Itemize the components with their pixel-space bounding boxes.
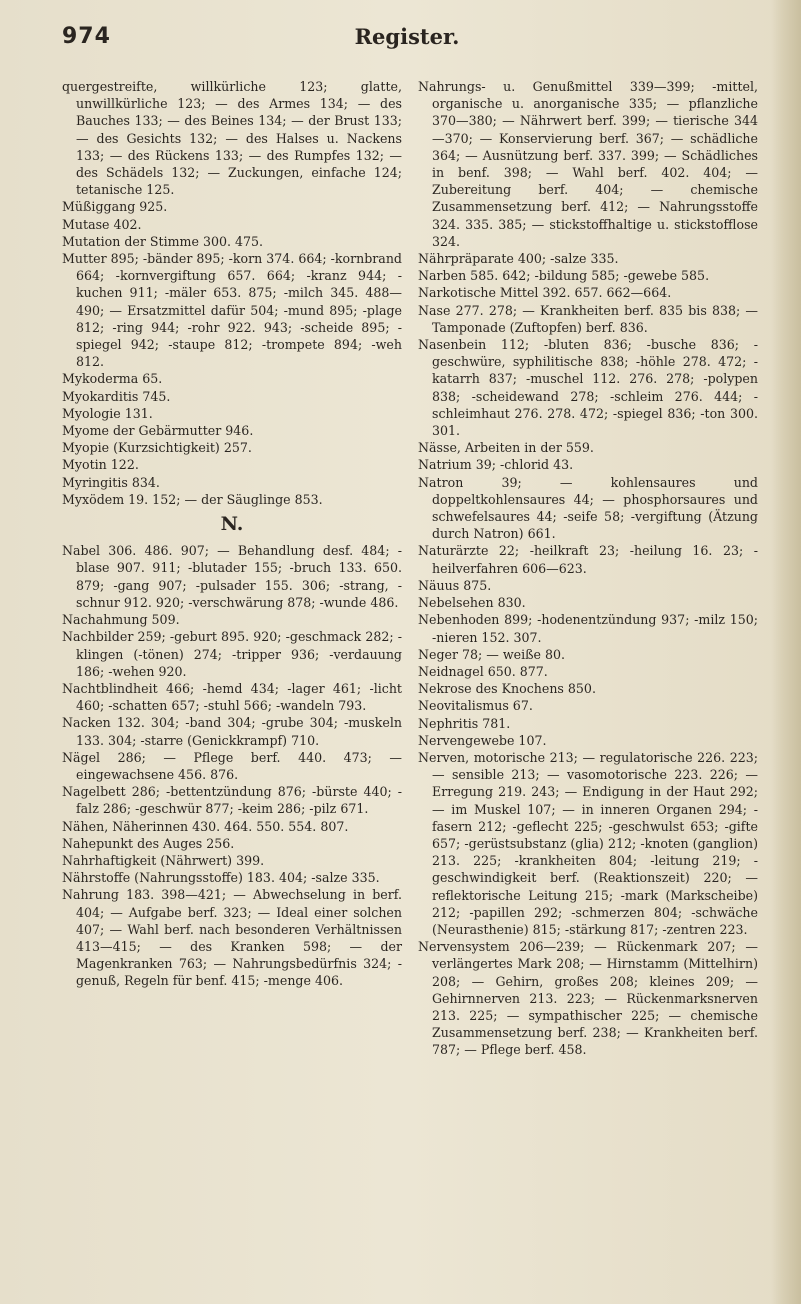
index-entry: Myopie (Kurzsichtigkeit) 257. <box>62 440 252 456</box>
index-entry: Myringitis 834. <box>62 474 160 490</box>
index-entry: Nahrung 183. 398—421; — Abwechselung in berf. 404; — Aufgabe berf. 323; — Ideal einer solchen 407; — Wahl berf. nach besonderen Verhältnissen 413—415; — des Kranken 598; — der Magenkranken 763; — Nahrungsbedürfnis 324; -genuß, Regeln für benf. 415; -menge 406. <box>62 887 402 989</box>
index-entry: Nähen, Näherinnen 430. 464. 550. 554. 807. <box>62 818 349 834</box>
index-entry: Nervengewebe 107. <box>418 732 547 748</box>
index-entry: Nerven, motorische 213; — regulatorische 226. 223; — sensible 213; — vasomotorische 223. 226; — Erregung 219. 243; — Endigung in der Haut 292; — im Muskel 107; — in inneren Organen 294; -fasern 212; -geflecht 225; -geschwulst 653; -gifte 657; -gerüstsubstanz (glia) 212; -knoten (ganglion) 213. 225; -krankheiten 804; -leitung 219; -geschwindigkeit berf. (Reaktionszeit) 220; — reflektorische Leitung 215; -mark (Markscheibe) 212; -papillen 292; -schmerzen 804; -schwäche (Neurasthenie) 815; -stärkung 817; -zentren 223. <box>418 749 758 937</box>
index-entry: Nabel 306. 486. 907; — Behandlung desf. 484; -blase 907. 911; -blutader 155; -bruch 133. 650. 879; -gang 907; -pulsader 155. 306; -strang, -schnur 912. 920; -verschwärung 878; -wunde 486. <box>62 543 402 610</box>
index-entry: Nase 277. 278; — Krankheiten berf. 835 bis 838; — Tamponade (Zuftopfen) berf. 836. <box>418 302 758 335</box>
index-entry: Myxödem 19. 152; — der Säuglinge 853. <box>62 491 323 507</box>
entries-m-section <box>62 78 402 508</box>
index-entry: Nekrose des Knochens 850. <box>418 681 596 697</box>
page-edge-shadow <box>771 0 801 1304</box>
index-entry: Nägel 286; — Pflege berf. 440. 473; — eingewachsene 456. 876. <box>62 749 402 782</box>
index-entry: Nährstoffe (Nahrungsstoffe) 183. 404; -salze 335. <box>62 870 380 886</box>
section-letter-n: N. <box>220 513 244 536</box>
index-entry: Mutase 402. <box>62 216 142 232</box>
index-entry: Nagelbett 286; -bettentzündung 876; -bürste 440; -falz 286; -geschwür 877; -keim 286; -pilz 671. <box>62 784 402 817</box>
index-entry: Myotin 122. <box>62 457 139 473</box>
index-entry: Nephritis 781. <box>418 715 511 731</box>
index-entry: Nervensystem 206—239; — Rückenmark 207; — verlängertes Mark 208; — Hirnstamm (Mittelhirn) 208; — Gehirn, großes 208; kleines 209; — Gehirnnerven 213. 223; — Rückenmarksnerven 213. 225; — sympathischer 225; — chemische Zusammensetzung berf. 238; — Krankheiten berf. 787; — Pflege berf. 458. <box>418 939 758 1058</box>
index-entry: Myome der Gebärmutter 946. <box>62 423 254 439</box>
index-entry: Nacken 132. 304; -band 304; -grube 304; -muskeln 133. 304; -starre (Genickkrampf) 710. <box>62 715 402 748</box>
index-entry: Nährpräparate 400; -salze 335. <box>418 251 619 267</box>
index-entry: Mykoderma 65. <box>62 371 163 387</box>
index-entry: Nässe, Arbeiten in der 559. <box>418 440 594 456</box>
index-column-right <box>418 78 758 1059</box>
index-entry: Nahepunkt des Auges 256. <box>62 835 235 851</box>
index-entry: Nachahmung 509. <box>62 612 180 628</box>
index-entry: Nahrhaftigkeit (Nährwert) 399. <box>62 852 265 868</box>
index-entry: Natrium 39; -chlorid 43. <box>418 457 574 473</box>
index-entry: Mutation der Stimme 300. 475. <box>62 233 264 249</box>
index-entry: Neidnagel 650. 877. <box>418 663 548 679</box>
index-entry: Myologie 131. <box>62 405 153 421</box>
index-entry: Nachbilder 259; -geburt 895. 920; -geschmack 282; -klingen (-tönen) 274; -tripper 936; -verdauung 186; -wehen 920. <box>62 629 402 679</box>
index-entry: Nasenbein 112; -bluten 836; -busche 836; -geschwüre, syphilitische 838; -höhle 278. 472; -katarrh 837; -muschel 112. 276. 278; -polypen 838; -scheidewand 278; -schleim 276. 444; -schleimhaut 276. 278. 472; -spiegel 836; -ton 300. 301. <box>418 337 758 439</box>
index-entry: Nachtblindheit 466; -hemd 434; -lager 461; -licht 460; -schatten 657; -stuhl 566; -wandeln 793. <box>62 680 402 714</box>
index-entry: quergestreifte, willkürliche 123; glatte, unwillkürliche 123; — des Armes 134; — des Bauches 133; — des Beines 134; — der Brust 133; — des Gesichts 132; — des Halses u. Nackens 133; — des Rückens 133; — des Rumpfes 132; — des Schädels 132; — Zuckungen, einfache 124; tetanische 125. <box>62 79 402 198</box>
entries-n-continued <box>418 78 758 1059</box>
index-entry: Neovitalismus 67. <box>418 698 533 714</box>
index-entry: Narben 585. 642; -bildung 585; -gewebe 585. <box>418 268 710 284</box>
index-entry: Nebenhoden 899; -hodenentzündung 937; -milz 150; -nieren 152. 307. <box>418 612 758 645</box>
index-entry: Myokarditis 745. <box>62 388 171 404</box>
index-column-left <box>62 78 402 990</box>
index-entry: Naturärzte 22; -heilkraft 23; -heilung 16. 23; -heilverfahren 606—623. <box>418 543 758 576</box>
page-number: 974 <box>62 24 111 49</box>
index-entry: Nebelsehen 830. <box>418 595 526 611</box>
index-entry: Müßiggang 925. <box>62 199 168 215</box>
index-entry: Näuus 875. <box>418 577 492 593</box>
page-header <box>62 20 752 60</box>
index-entry: Nahrungs- u. Genußmittel 339—399; -mittel, organische u. anorganische 335; — pflanzliche 370—380; — Nährwert berf. 399; — tierische 344—370; — Konservierung berf. 367; — schädliche 364; — Ausnützung berf. 337. 399; — Schädliches in benf. 398; — Wahl berf. 402. 404; — Zubereitung berf. 404; — chemische Zusammensetzung berf. 412; — Nahrungsstoffe 324. 335. 385; — stickstoffhaltige u. stickstofflose 324. <box>418 79 758 249</box>
index-entry: Mutter 895; -bänder 895; -korn 374. 664; -kornbrand 664; -kornvergiftung 657. 664; -kranz 944; -kuchen 911; -mäler 653. 875; -milch 345. 488—490; — Ersatzmittel dafür 504; -mund 895; -plage 812; -ring 944; -rohr 922. 943; -scheide 895; -spiegel 942; -staupe 812; -trompete 894; -weh 812. <box>62 251 402 370</box>
running-title: Register. <box>354 24 460 49</box>
index-entry: Narkotische Mittel 392. 657. 662—664. <box>418 285 672 301</box>
entries-n-section <box>62 542 402 989</box>
index-entry: Neger 78; — weiße 80. <box>418 646 566 662</box>
index-entry: Natron 39; — kohlensaures und doppeltkohlensaures 44; — phosphorsaures und schwefelsaures 44; -seife 58; -vergiftung (Ätzung durch Natron) 661. <box>418 474 758 542</box>
